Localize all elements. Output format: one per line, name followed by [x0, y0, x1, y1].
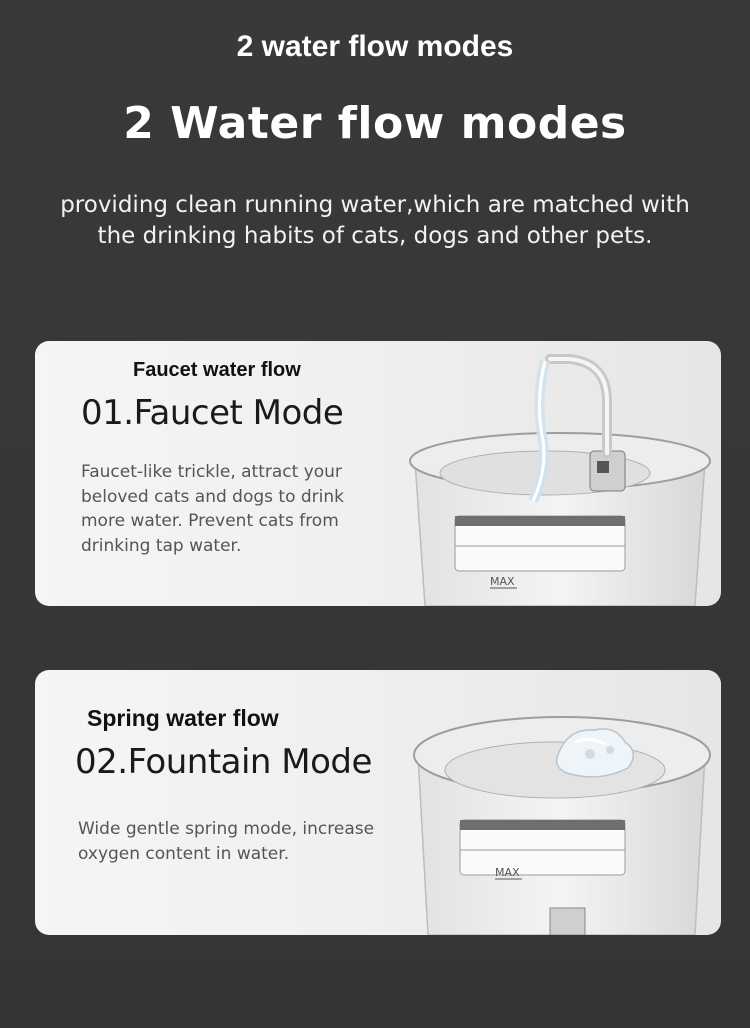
faucet-mode-card — [35, 341, 721, 606]
fountain-mode-title: 02.Fountain Mode — [75, 742, 372, 782]
faucet-mode-tag: Faucet water flow — [133, 359, 301, 381]
fountain-mode-card — [35, 670, 721, 935]
fountain-mode-tag: Spring water flow — [87, 705, 279, 731]
fountain-max-label: MAX — [495, 866, 520, 879]
faucet-fountain-image — [405, 341, 721, 606]
page-title: 2 Water flow modes — [123, 98, 627, 149]
faucet-max-label: MAX — [490, 575, 515, 588]
top-label: 2 water flow modes — [236, 30, 514, 63]
faucet-mode-description: Faucet-like trickle, attract your beloved cats and dogs to drink more water. Prevent cats from drinking tap water. — [81, 462, 345, 556]
faucet-mode-title: 01.Faucet Mode — [81, 393, 344, 433]
spring-fountain-image — [410, 670, 721, 935]
fountain-mode-description: Wide gentle spring mode, increase oxygen content in water. — [78, 819, 375, 864]
subtitle: providing clean running water,which are matched with the drinking habits of cats, dogs and other pets. — [60, 192, 690, 249]
